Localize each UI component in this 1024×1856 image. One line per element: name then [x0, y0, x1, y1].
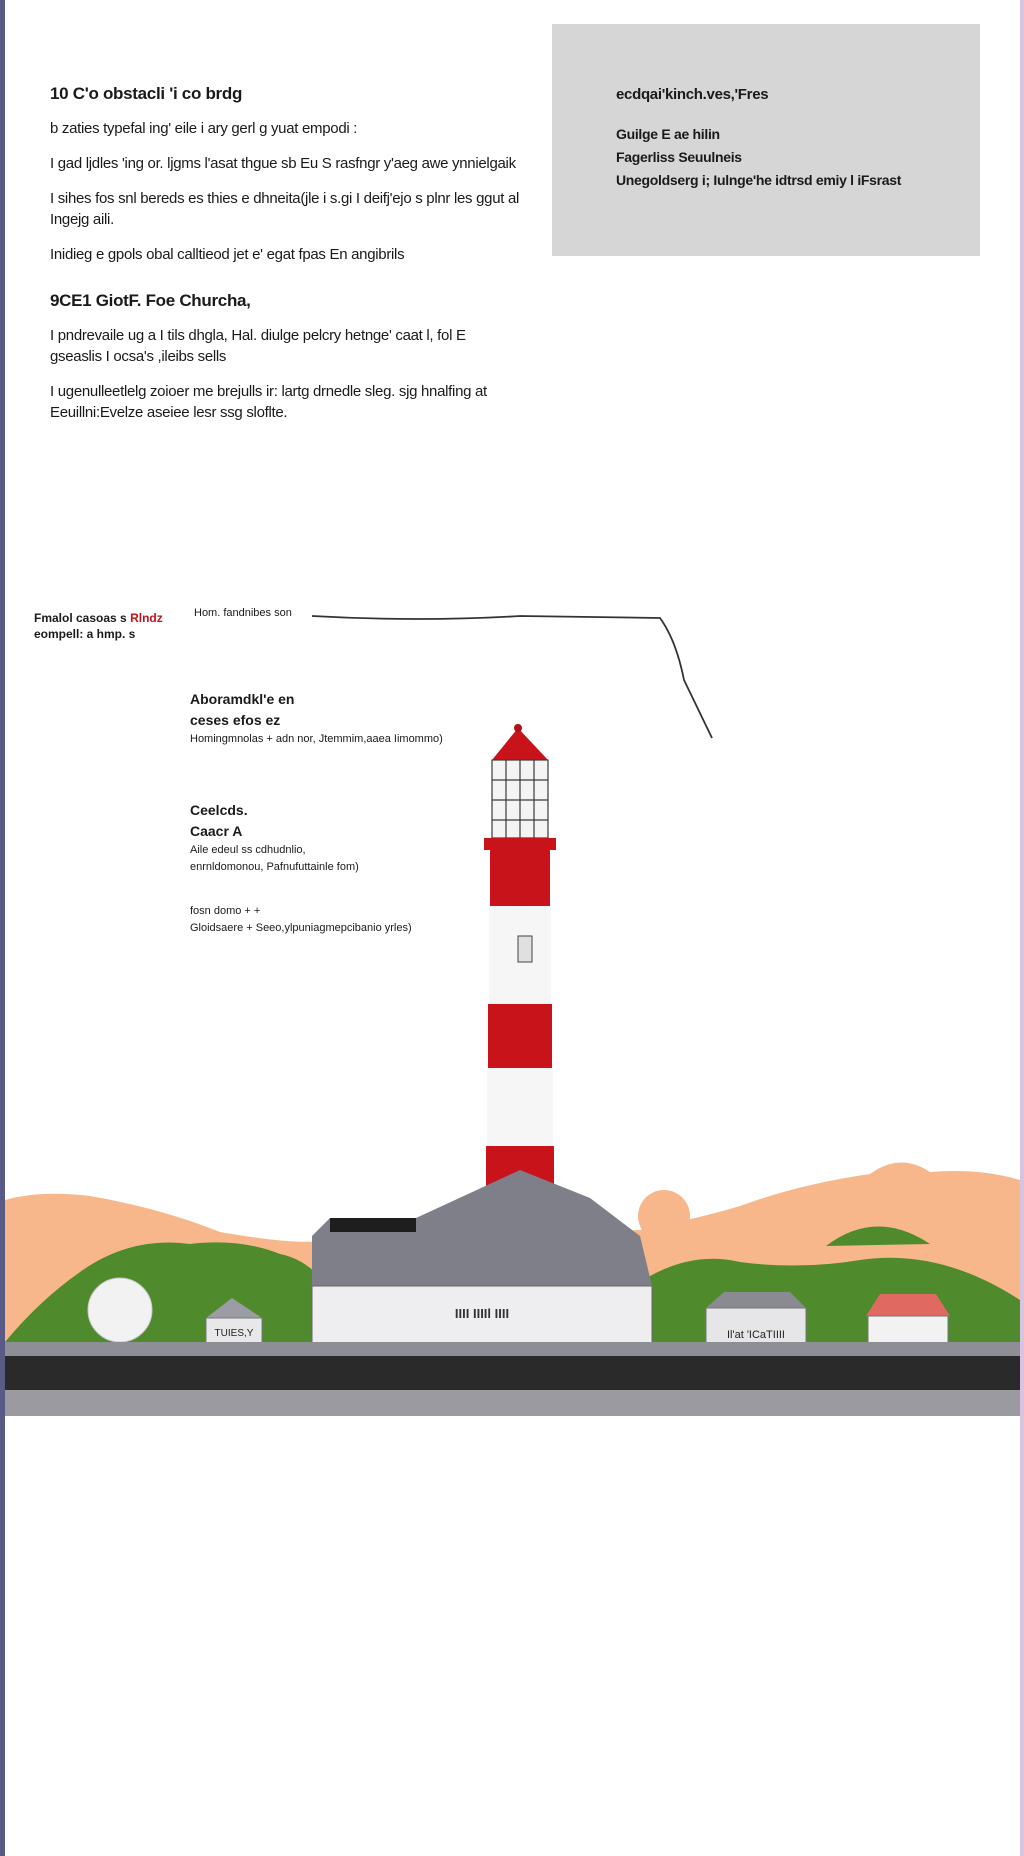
article-paragraph: I ugenulleetlelg zoioer me brejulls ir: lartg drnedle sleg. sjg hnalfing at Eeuillni:Evelze aseiee lesr ssg sloflte.	[50, 383, 487, 421]
label-subheading: ceses efos ez	[190, 712, 281, 728]
article-text	[50, 84, 520, 437]
note-line: Guilge E ae hilin	[616, 126, 720, 142]
scene-label-group	[190, 903, 412, 937]
caption-left-text: Fmalol casoas s	[34, 611, 127, 625]
lighthouse-roof	[492, 728, 548, 760]
label-detail: Gloidsaere + Seeo,ylpuniagmepcibanio yrles)	[190, 922, 412, 934]
red-roof	[866, 1294, 950, 1316]
article-paragraph: b zaties typefal ing' eile i ary gerl g yuat empodi :	[50, 120, 358, 137]
caption-left-text: eompell: a hmp. s	[34, 627, 136, 641]
tower-window	[518, 936, 532, 962]
article-heading-2: 9CE1 GiotF. Foe Churcha,	[50, 291, 251, 310]
main-building-dark-roof	[330, 1218, 416, 1232]
lighthouse-gallery	[484, 838, 556, 850]
scene-caption-left	[34, 610, 163, 642]
article-paragraph: Inidieg e gpols obal calltieod jet e' egat fpas En angibrils	[50, 246, 405, 263]
tower-stripe-red	[490, 850, 550, 906]
road	[5, 1356, 1020, 1390]
note-box	[552, 24, 980, 256]
scene-caption-top: Hom. fandnibes son	[194, 607, 292, 619]
far-right-house	[868, 1316, 948, 1344]
scene-label-group	[190, 689, 443, 748]
white-tree	[88, 1278, 152, 1342]
main-building-sign: IIII IIIIl IIII	[454, 1306, 510, 1321]
article-paragraph: I pndrevaile ug a I tils dhgla, Hal. diulge pelcry hetnge' caat l, fol E gseaslis I ocsa's ,ileibs sells	[50, 327, 466, 365]
article-paragraph: I sihes fos snl bereds es thies e dhneita(jle i s.gi I deifj'ejo s plnr les ggut al Ingejg aili.	[50, 190, 520, 228]
lighthouse-finial	[514, 724, 522, 732]
article-paragraph: I gad ljdles 'ing or. ljgms l'asat thgue sb Eu S rasfngr y'aeg awe ynnielgaik	[50, 155, 516, 172]
caption-left-accent: Rlndz	[130, 611, 163, 625]
label-heading: Aboramdkl'e en	[190, 691, 295, 707]
note-title: ecdqai'kinch.ves,'Fres	[616, 86, 769, 103]
ground-strip	[5, 1390, 1020, 1416]
label-detail: fosn domo + +	[190, 905, 261, 917]
label-detail: enrnldomonou, Pafnufuttainle fom)	[190, 861, 359, 873]
article-heading-1: 10 C'o obstacli 'i co brdg	[50, 84, 243, 103]
label-heading: Ceelcds.	[190, 802, 248, 818]
peach-hill-bump	[638, 1190, 690, 1242]
scene-label-group	[190, 800, 359, 876]
right-house-sign: Il'at 'ICaTIIII	[727, 1329, 785, 1341]
label-detail: Homingmnolas + adn nor, Jtemmim,aaea Iimommo)	[190, 733, 443, 745]
note-line: Unegoldserg i; Iulnge'he idtrsd emiy l iFsrast	[616, 172, 902, 188]
tower-stripe-white	[487, 1068, 553, 1146]
small-house-sign: TUIES,Y	[214, 1328, 254, 1339]
tower-stripe-red	[488, 1004, 552, 1068]
note-line: Fagerliss Seuulneis	[616, 149, 742, 165]
label-heading: Caacr A	[190, 823, 243, 839]
sidewalk	[5, 1342, 1020, 1356]
label-detail: Aile edeul ss cdhudnlio,	[190, 844, 306, 856]
lighthouse-illustration	[0, 600, 1024, 1420]
